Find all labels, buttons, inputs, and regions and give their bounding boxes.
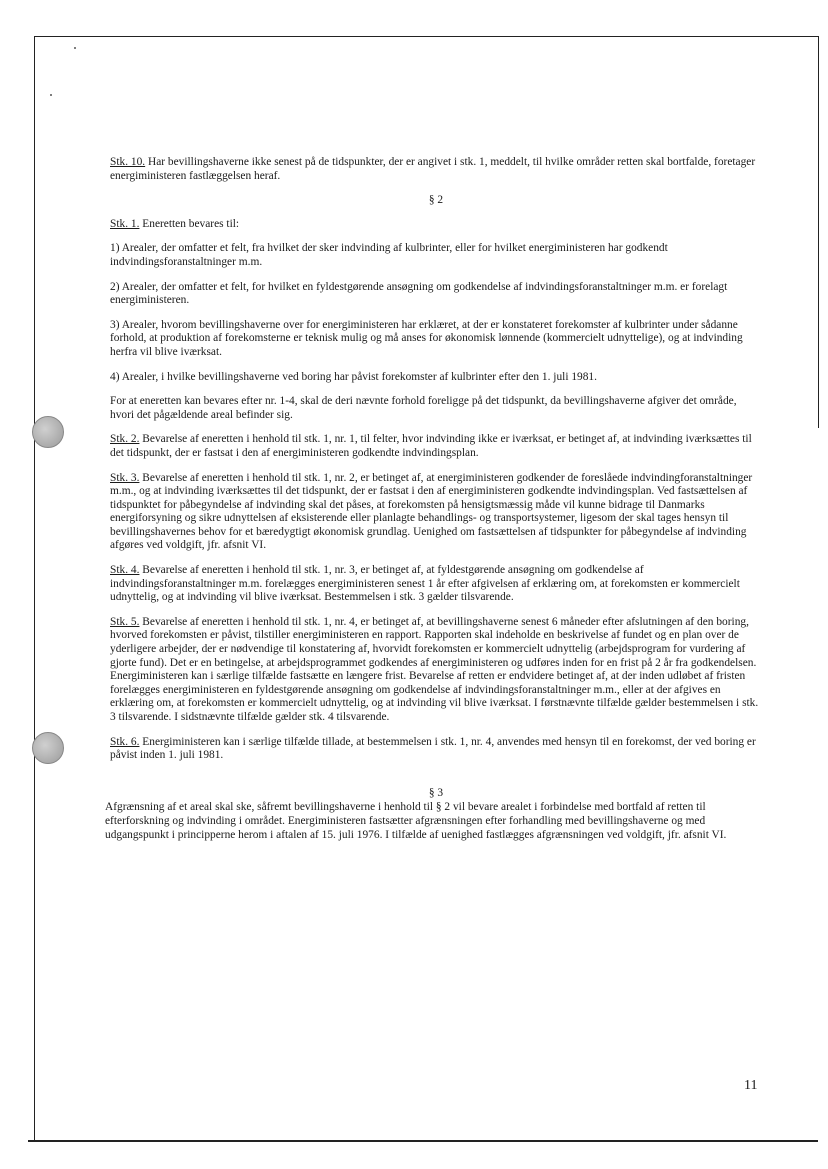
scan-speck (50, 94, 52, 96)
paragraph-stk10 (110, 156, 762, 183)
paragraph-stk1 (110, 218, 762, 232)
paragraph-text: Har bevillingshaverne ikke senest på de tidspunkter, der er angivet i stk. 1, meddelt, til hvilke områder retten skal bortfalde, foretager energiministeren fastlæggelsen heraf. (110, 156, 756, 182)
page-number: 11 (744, 1078, 758, 1093)
paragraph-section3: Afgrænsning af et areal skal ske, såfremt bevillingshaverne i henhold til § 2 vil bevare arealet i forbindelse med bortfald af retten til efterforskning og indvinding i området. Energiministeren fastsætter afgrænsningen efter forhandling med bevillingshaverne og med udgangspunkt i principperne herom i aftalen af 15. juli 1976. I tilfælde af uenighed fastlægges afgrænsningen ved voldgift, jfr. afsnit VI. (105, 801, 727, 841)
stk-label: Stk. 1. (110, 217, 140, 230)
paragraph-text: Bevarelse af eneretten i henhold til stk. 1, nr. 2, er betinget af, at energiministeren godkender de foreslåede indvindingforanstaltninger m.m., og at indvinding iværksættes til det tidspunkt, der er fastsat i den af energiministeren godkendte indvindingsplan. Ved fastsættelsen af tidspunktet for påbegyndelse af indvinding skal det påses, at forekomsten på hensigtsmæssig måde vil kunne bidrage til Danmarks energiforsyning og sikre udnyttelsen af eksisterende eller planlagte behandlings- og transportsystemer, ligesom der skal tages hensyn til bevillingshavernes behov for et bæredygtigt økonomisk grundlag. Uenighed om fastsættelsen af tidspunkter for påbegyndelse af indvinding afgøres ved voldgift, jfr. afsnit VI. (110, 471, 753, 552)
stk-label: Stk. 4. (110, 564, 140, 577)
paragraph-stk6 (110, 736, 762, 763)
stk-label: Stk. 3. (110, 471, 140, 484)
paragraph-stk5 (110, 616, 762, 725)
list-item: 3) Arealer, hvorom bevillingshaverne over for energiministeren har erklæret, at der er konstateret forekomster af kulbrinter under sådanne forhold, at produktion af forekomsterne er teknisk mulig og må anses for økonomisk lønnende (kommercielt udnyttelige), og at indvinding herfra vil blive iværksat. (110, 318, 743, 358)
paragraph-text: Bevarelse af eneretten i henhold til stk. 1, nr. 1, til felter, hvor indvinding ikke er iværksat, er betinget af, at indvinding iværksættes til det tidspunkt, der er fastsat i den af energiministeren godkendte indvindingsplan. (110, 433, 752, 459)
stk-label: Stk. 10. (110, 156, 146, 168)
document-body (105, 156, 762, 853)
paragraph-text: Energiministeren kan i særlige tilfælde tillade, at bestemmelsen i stk. 1, nr. 4, anvendes med hensyn til en forekomst, der ved boring er påvist inden 1. juli 1981. (110, 735, 756, 762)
stk-label: Stk. 5. (110, 615, 140, 628)
list-item: 2) Arealer, der omfatter et felt, for hvilket en fyldestgørende ansøgning om godkendelse af indvindingsforanstaltninger m.m. er forelagt energiministeren. (110, 280, 728, 307)
paragraph-text: Bevarelse af eneretten i henhold til stk. 1, nr. 3, er betinget af, at fyldestgørende ansøgning om godkendelse af indvindingsforanstaltninger m.m. forelægges energiministeren senest 1 år efter afgivelsen af erklæring om, at forekomsten er kommercielt udnyttelig, og at indvinding vil blive iværksat. Bestemmelsen i stk. 3 gælder tilsvarende. (110, 564, 740, 604)
punch-hole (32, 732, 64, 764)
page-frame-left (34, 36, 35, 1140)
page-frame-right (818, 36, 819, 428)
punch-hole (32, 416, 64, 448)
paragraph-stk4 (110, 564, 762, 605)
paragraph-condition: For at eneretten kan bevares efter nr. 1-4, skal de deri nævnte forhold foreligge på det tidspunkt, da bevillingshaverne afgiver det område, hvori det pågældende areal befinder sig. (110, 395, 737, 421)
paragraph-text: Bevarelse af eneretten i henhold til stk. 1, nr. 4, er betinget af, at bevillingshaverne senest 6 måneder efter afslutningen af den boring, hvorved forekomsten er påvist, tilstiller energiministeren en rapport. Rapporten skal indeholde en beskrivelse af fundet og en plan over de yderligere arbejder, der er nødvendige til konstatering af, hvorvidt forekomsten er kommercielt udnyttelig (arbejdsprogram for vurdering af gjorte fund). Det er en betingelse, at arbejdsprogrammet godkendes af energiministeren og udføres inden for en frist på 2 år fra godkendelsen. Energiministeren kan i særlige tilfælde fastsætte en længere frist. Bevarelse af retten er endvidere betinget af, at der inden udløbet af fristen forelægges energiministeren en fyldestgørende ansøgning om godkendelse af indvindingsforanstaltninger m.m., eller at der afgives en erklæring om, at forekomsten er kommercielt udnyttelig, og at indvinding vil blive iværksat. I førstnævnte tilfælde gælder bestemmelsen i stk. 3 tilsvarende. I sidstnævnte tilfælde gælder stk. 4 tilsvarende. (110, 615, 759, 723)
list-item: 1) Arealer, der omfatter et felt, fra hvilket der sker indvinding af kulbrinter, eller for hvilket energiministeren har godkendt indvindingsforanstaltninger m.m. (110, 242, 668, 268)
paragraph-stk2 (110, 433, 762, 460)
stk-label: Stk. 6. (110, 735, 140, 748)
paragraph-text: Eneretten bevares til: (139, 217, 240, 230)
page-frame-top (34, 36, 818, 37)
scan-speck (74, 47, 76, 49)
section-heading: § 3 (428, 786, 444, 799)
section-heading: § 2 (428, 194, 444, 207)
page-frame-bottom (28, 1140, 818, 1142)
paragraph-stk3 (110, 472, 762, 554)
stk-label: Stk. 2. (110, 433, 140, 446)
list-item: 4) Arealer, i hvilke bevillingshaverne ved boring har påvist forekomster af kulbrinter efter den 1. juli 1981. (110, 370, 597, 383)
